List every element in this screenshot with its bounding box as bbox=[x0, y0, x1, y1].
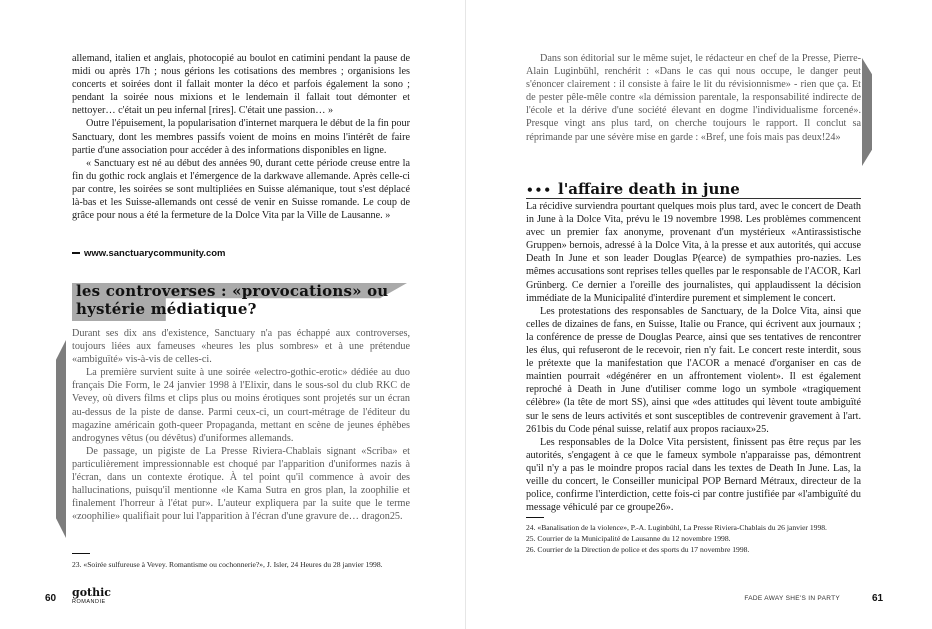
section-rule bbox=[526, 198, 861, 199]
right-body-text bbox=[526, 200, 861, 514]
paragraph: La première survient suite à une soirée «electro-gothic-erotic» dédiée au duo français Die Form, le 24 janvier 1998 à l'Elixir, dans le sous-sol du club RKC de Vevey, où divers films et clips plus ou moins érotiques sont projetés sur un écran au-dessus de la piste de danse. Parmi ceux-ci, un court-métrage de l'éditeur du magazine américain goth-queer Propaganda, mettant en scène de jeunes éphèbes androgynes vêtus (ou dévêtus) d'uniformes allemands. bbox=[72, 367, 410, 444]
paragraph: Les responsables de la Dolce Vita persistent, finissent pas être reçus par les autorités, s'engagent à ce que le fameux symbole n'apparaisse pas, démontrent qu'il n'y a pas le moindre propos racial dans les textes de Death In June. Las, la veille du concert, le Conseiller municipal POP Bernard Métraux, directeur de la police, confirme l'interdiction, cette fois-ci par contre justifiée par «l'ambiguïté du message véhiculé par ce groupe26». bbox=[526, 436, 861, 514]
paragraph: Durant ses dix ans d'existence, Sanctuary n'a pas échappé aux controverses, toujours liées aux fameuses «heures les plus sombres» et à une prétendue «ambiguïté» vis-à-vis de celles-ci. bbox=[72, 328, 410, 366]
website-link[interactable]: www.sanctuarycommunity.com bbox=[72, 248, 225, 259]
logo-line1: gothic bbox=[72, 586, 111, 599]
gutter bbox=[465, 0, 466, 629]
logo-line2: ROMANDIE bbox=[72, 599, 106, 605]
paragraph: « Sanctuary est né au début des années 90, durant cette période creuse entre la fin du gothic rock anglais et l'émergence de la darkwave allemande. Après celle-ci par contre, les soirées se sont multipliées en Suisse alémanique, tout s'est déplacé là-bas et les Suisse-allemands ont cessé de venir en Suisse romande. Le coup de grâce pour nous a été la fermeture de la Dolce Vita par la Ville de Lausanne. » bbox=[72, 157, 410, 222]
section-heading-death-in-june: ••• l'affaire death in june bbox=[526, 180, 740, 198]
left-body-text bbox=[72, 52, 410, 222]
right-editorial-text bbox=[526, 52, 861, 144]
footnote-23: 23. «Soirée sulfureuse à Vevey. Romantisme ou cochonnerie?», J. Isler, 24 Heures du 28 janvier 1998. bbox=[72, 560, 383, 569]
left-edge-tab bbox=[56, 340, 66, 538]
page-number-left: 60 bbox=[45, 593, 57, 604]
footnote-25: 25. Courrier de la Municipalité de Lausanne du 12 novembre 1998. bbox=[526, 534, 731, 543]
paragraph: allemand, italien et anglais, photocopié au boulot en catimini pendant la pause de midi ou après 17h ; nous gérions les cotisations des membres ; organisions les concerts et soirées dont il fallait monter la déco et parfois également la sono ; pendant la soirée nous mixions et le lendemain il fallait tout démonter et nettoyer… c'était un peu infernal [rires]. C'était une passion… » bbox=[72, 53, 410, 117]
gothic-romandie-logo bbox=[72, 588, 111, 607]
paragraph: La récidive surviendra pourtant quelques mois plus tard, avec le concert de Death in June à la Dolce Vita, prévu le 19 novembre 1998. Les problèmes commencent avec un premier fax anonyme, provenant d'un mystérieux «Antirassistische Gruppen» bernois, adressé à la Dolce Vita, à la presse et aux autorités, qui accuse Death In June et son leader Douglas P(earce) de sympathies pro-nazies. Les mêmes accusations sont reprises telles quelles par le responsable de l'ACOR, Karl Grünberg. Ce dernier a l'oreille des journalistes, qui applaudissent la décision immédiate de la Municipalité d'interdire purement et simplement le concert. bbox=[526, 201, 861, 304]
footnote-rule-right bbox=[526, 517, 544, 518]
footnote-rule bbox=[72, 553, 90, 554]
footnote-24: 24. «Banalisation de la violence», P.-A. Luginbühl, La Presse Riviera-Chablais du 26 janvier 1998. bbox=[526, 523, 827, 532]
footnotes-right bbox=[526, 522, 861, 555]
footnote-26: 26. Courrier de la Direction de police et des sports du 17 novembre 1998. bbox=[526, 545, 750, 554]
left-controverses-text bbox=[72, 327, 410, 523]
paragraph: De passage, un pigiste de La Presse Riviera-Chablais signant «Scriba» et particulièrement impressionnable est choqué par l'apparition d'uniformes nazis à l'écran, dans un contexte érotique. À tel point qu'il commence à avoir des hallucinations, puisqu'il mentionne «le Kama Sutra en gros plan, la zoophilie et finalement l'horreur à l'état pur». L'auteur expliquera par la suite que le terme «zoophilie» qualifiait pour lui l'apparition à l'écran d'une gravure de… dragon25. bbox=[72, 445, 410, 523]
section-heading-controverses: les controverses : «provocations» ou hystérie médiatique? bbox=[76, 282, 389, 318]
paragraph: Dans son éditorial sur le même sujet, le rédacteur en chef de la Presse, Pierre-Alain Luginbühl, renchérit : «Dans le cas qui nous occupe, le danger peut s'énoncer clairement : il consiste à faire le lit du révisionnisme» - rien que ça. Et de pester pêle-mêle contre «la démission parentale, la responsabilité indirecte de l'école et la dérive d'une société élevant en dogme l'individualisme forcené». Presque vingt ans plus tard, on cherche toujours le rapport. Il conclut sa réprimande par une sévère mise en garde : «Bref, une fois mais pas deux!24» bbox=[526, 53, 861, 143]
paragraph: Outre l'épuisement, la popularisation d'internet marquera le début de la fin pour Sanctuary, dont les membres passifs voient de moins en moins l'intérêt de faire partie d'une association pour accéder à des informations disponibles en ligne. bbox=[72, 118, 410, 156]
paragraph: Les protestations des responsables de Sanctuary, de la Dolce Vita, ainsi que celles de dizaines de fans, en Suisse, Italie ou France, qui écrivent aux journaux ; la conférence de presse de Douglas Pearce, ainsi que ses tentatives de rencontrer les élus, qui refuseront de le recevoir, rien n'y fait. Le concert reste interdit, sous le prétexte que la manifestation que l'ACOR a menacé d'organiser en cas de maintien pourrait «dégénérer en un affrontement violent». Il est également reproché à Death in June d'utiliser comme logo un symbole «tragiquement célèbre» (la tête de mort SS), ainsi que «des attitudes qui lèvent toute ambiguïté sur le sens de leurs activités et sont susceptibles de contrevenir gravement à l'art. 261bis du Code pénal suisse, relatif aux propos raciaux»25. bbox=[526, 305, 861, 435]
running-head: FADE AWAY SHE'S IN PARTY bbox=[744, 595, 840, 602]
right-edge-tab bbox=[862, 58, 872, 166]
page-number-right: 61 bbox=[872, 593, 884, 604]
